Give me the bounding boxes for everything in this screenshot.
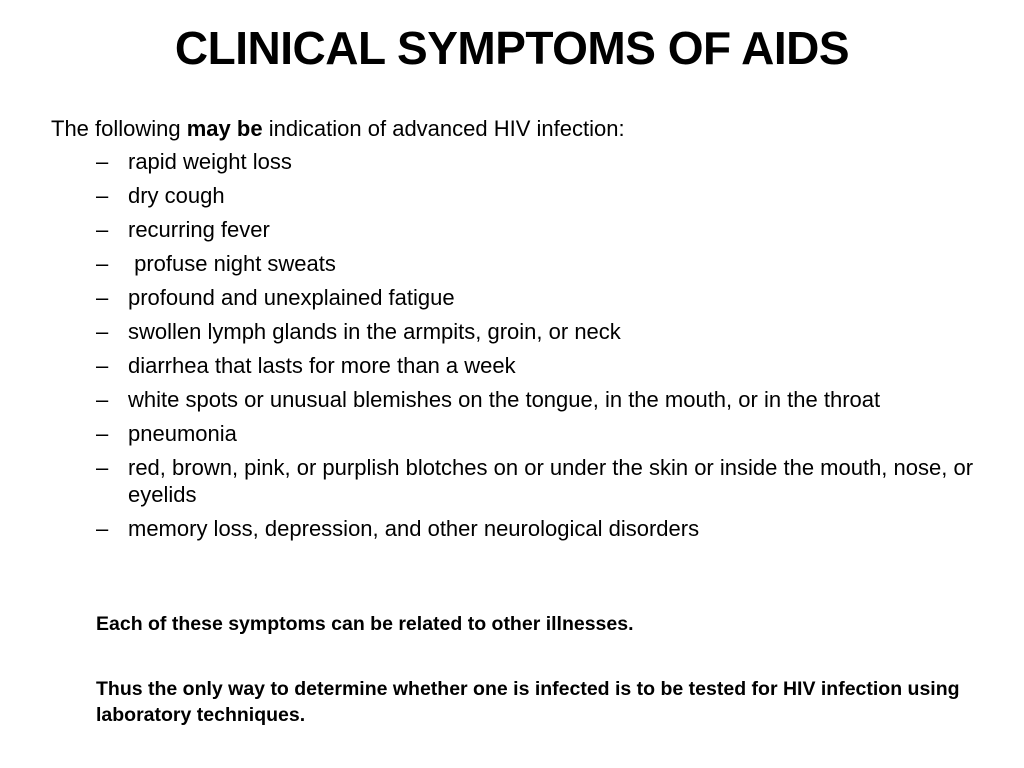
symptom-text: red, brown, pink, or purplish blotches on or under the skin or inside the mouth, nose, or eyelids (128, 455, 974, 507)
intro-text (51, 114, 625, 144)
bullet-dash: – (96, 421, 109, 446)
bullet-dash: – (96, 455, 109, 480)
slide-title: CLINICAL SYMPTOMS OF AIDS (174, 22, 850, 74)
bullet-dash: – (96, 353, 109, 378)
list-item (96, 284, 976, 311)
bullet-dash: – (96, 387, 109, 412)
bullet-dash: – (96, 217, 109, 242)
symptom-text: swollen lymph glands in the armpits, groin, or neck (128, 319, 621, 344)
bullet-dash: – (96, 251, 109, 276)
list-item (96, 386, 976, 413)
list-item (96, 182, 976, 209)
list-item (96, 318, 976, 345)
symptom-text: white spots or unusual blemishes on the tongue, in the mouth, or in the throat (128, 387, 881, 412)
list-item (96, 515, 976, 542)
list-item (96, 454, 976, 508)
bullet-dash: – (96, 516, 109, 541)
intro-after: indication of advanced HIV infection: (262, 116, 625, 141)
symptom-text: recurring fever (128, 217, 270, 242)
note-other-illnesses: Each of these symptoms can be related to other illnesses. (96, 613, 634, 635)
symptom-text: pneumonia (128, 421, 237, 446)
note-testing: Thus the only way to determine whether one is infected is to be tested for HIV infection using laboratory techniques. (96, 678, 960, 726)
intro-before: The following (51, 116, 187, 141)
bullet-dash: – (96, 319, 109, 344)
bullet-dash: – (96, 183, 109, 208)
symptom-text: diarrhea that lasts for more than a week (128, 353, 516, 378)
symptom-text: profound and unexplained fatigue (128, 285, 455, 310)
symptom-text: memory loss, depression, and other neurological disorders (128, 516, 700, 541)
intro-emphasis: may be (186, 116, 263, 141)
symptom-text: dry cough (128, 183, 225, 208)
list-item (96, 148, 976, 175)
symptom-list (96, 148, 976, 549)
list-item (96, 216, 976, 243)
list-item (96, 420, 976, 447)
symptom-text: profuse night sweats (128, 251, 336, 276)
bullet-dash: – (96, 285, 109, 310)
bullet-dash: – (96, 149, 109, 174)
symptom-text: rapid weight loss (128, 149, 292, 174)
list-item (96, 250, 976, 277)
list-item (96, 352, 976, 379)
